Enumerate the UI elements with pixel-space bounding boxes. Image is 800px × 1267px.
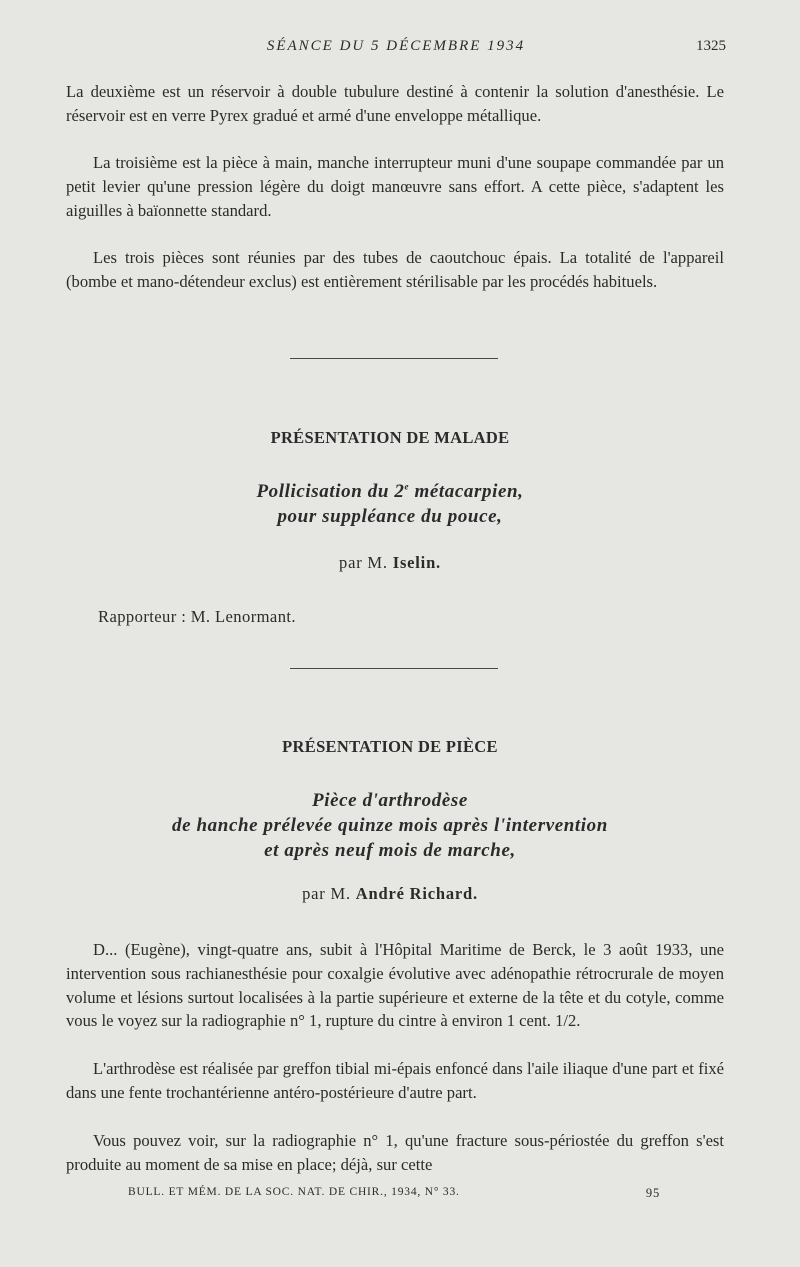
- journal-reference: BULL. ET MÉM. DE LA SOC. NAT. DE CHIR., 1934, N° 33.: [128, 1186, 460, 1198]
- byline-richard: par M. André Richard.: [302, 884, 478, 903]
- title-pollicisation-line1: Pollicisation du 2e métacarpien,: [256, 481, 524, 502]
- intro-paragraph-2: La troisième est la pièce à main, manche interrupteur muni d'une soupape commandée par un petit levier qu'une pression légère du doigt manœuvre sans effort. A cette pièce, s'adaptent les aiguilles à baïonnette standard.: [66, 153, 724, 220]
- section-divider: [290, 668, 498, 669]
- intro-paragraph-3: Les trois pièces sont réunies par des tubes de caoutchouc épais. La totalité de l'appareil (bombe et mano-détendeur exclus) est entièrement stérilisable par les procédés habituels.: [66, 248, 724, 291]
- section-heading-piece: PRÉSENTATION DE PIÈCE: [282, 737, 498, 756]
- author-name: André Richard.: [355, 884, 478, 903]
- title-arthrodese-line3: et après neuf mois de marche,: [264, 840, 516, 861]
- rapporteur-line: Rapporteur : M. Lenormant.: [98, 607, 296, 626]
- author-name: Iselin.: [392, 553, 441, 572]
- title-pollicisation-line2: pour suppléance du pouce,: [277, 506, 503, 527]
- section-heading-malade: PRÉSENTATION DE MALADE: [270, 428, 510, 447]
- section-divider: [290, 358, 498, 359]
- body-paragraph-2: L'arthrodèse est réalisée par greffon tibial mi-épais enfoncé dans l'aile iliaque d'une part et fixé dans une fente trochantérienne antéro-postérieure d'autre part.: [66, 1059, 724, 1102]
- byline-iselin: par M. Iselin.: [339, 553, 441, 572]
- running-head: [66, 38, 726, 60]
- page-number: 1325: [696, 38, 726, 54]
- title-arthrodese-line2: de hanche prélevée quinze mois après l'intervention: [172, 815, 608, 836]
- signature-number: 95: [645, 1186, 660, 1200]
- body-paragraph-1: D... (Eugène), vingt-quatre ans, subit à l'Hôpital Maritime de Berck, le 3 août 1933, une intervention sous rachianesthésie pour coxalgie évolutive avec adénopathie rétrocrurale de moyen volume et lésions surtout localisées à la partie supérieure et externe de la tête et du cotyle, comme vous le voyez sur la radiographie n° 1, rupture du cintre à environ 1 cent. 1/2.: [66, 940, 724, 1031]
- running-title: SÉANCE DU 5 DÉCEMBRE 1934: [266, 38, 526, 54]
- title-arthrodese-line1: Pièce d'arthrodèse: [312, 790, 468, 811]
- body-paragraph-3: Vous pouvez voir, sur la radiographie n° 1, qu'une fracture sous-périostée du greffon s'est produite au moment de sa mise en place; déjà, sur cette: [66, 1131, 724, 1174]
- intro-paragraph-1: La deuxième est un réservoir à double tubulure destiné à contenir la solution d'anesthésie. Le réservoir est en verre Pyrex gradué et armé d'une enveloppe métallique.: [66, 82, 724, 125]
